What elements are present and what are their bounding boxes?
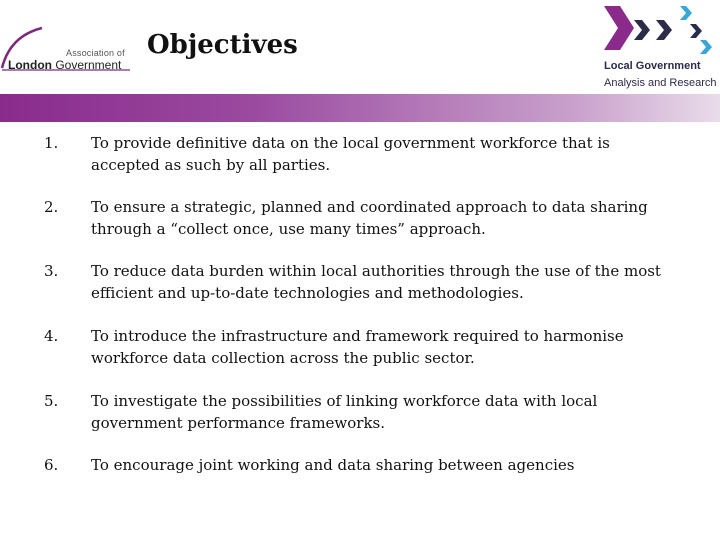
item-text: To provide definitive data on the local government workforce that is accepted as such by all parties.	[91, 134, 610, 174]
alg-logo-name	[8, 58, 121, 72]
alg-logo-government: Government	[51, 58, 122, 72]
item-number: 4.	[44, 327, 59, 345]
item-number: 2.	[44, 198, 59, 216]
item-text: To introduce the infrastructure and framework required to harmonise workforce data collection across the public sector.	[91, 327, 624, 367]
alg-logo-london: London	[8, 58, 52, 72]
slide-header	[0, 0, 720, 94]
header-banner	[0, 94, 720, 122]
item-text: To reduce data burden within local authorities through the use of the most efficient and up-to-date technologies and methodologies.	[91, 262, 661, 302]
lgar-logo-line2: Analysis and Research	[604, 77, 717, 89]
item-number: 3.	[44, 262, 59, 280]
item-text: To investigate the possibilities of linking workforce data with local government performance frameworks.	[91, 392, 598, 432]
item-number: 6.	[44, 456, 59, 474]
item-text: To ensure a strategic, planned and coordinated approach to data sharing through a “collect once, use many times” approach.	[91, 198, 648, 238]
alg-logo-association-text: Association of	[66, 48, 125, 58]
page-title: Objectives	[147, 30, 298, 60]
item-text: To encourage joint working and data sharing between agencies	[91, 456, 575, 474]
item-number: 1.	[44, 134, 59, 152]
lgar-logo-line1: Local Government	[604, 60, 701, 72]
item-number: 5.	[44, 392, 59, 410]
